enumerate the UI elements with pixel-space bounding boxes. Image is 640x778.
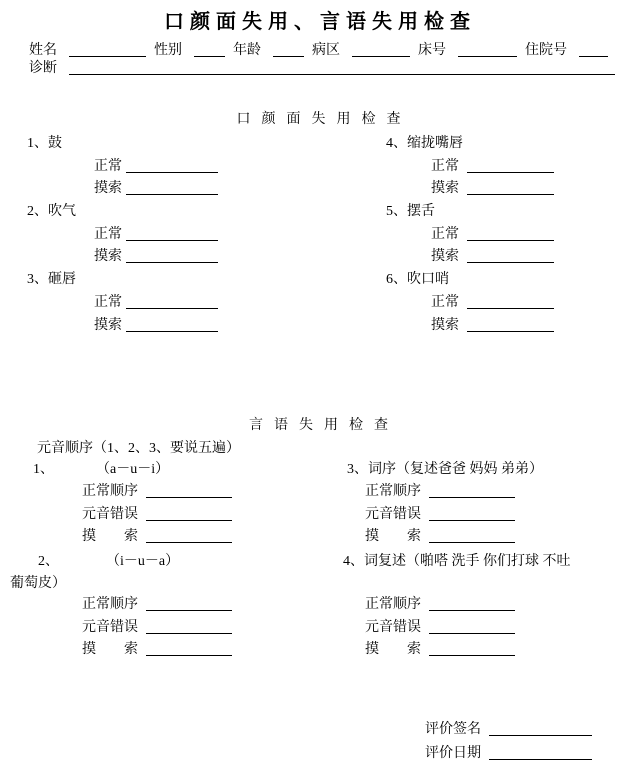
speech-item-3 (347, 459, 543, 482)
groping-row (365, 639, 515, 662)
vowel-error-label: 元音错误 (365, 619, 421, 635)
item-number: 4、 (386, 136, 407, 151)
normal-blank-line[interactable] (467, 294, 554, 309)
patient-info-row (29, 39, 608, 59)
evaluator-signature-blank-line[interactable] (489, 721, 592, 736)
normal-blank-line[interactable] (126, 294, 218, 309)
admission-number-field (525, 39, 608, 59)
vowel-error-blank-line[interactable] (146, 506, 232, 521)
evaluation-date-row (425, 742, 592, 766)
item-name: 词序（复述爸爸 妈妈 弟弟） (368, 462, 543, 477)
facial-item-3-groping-row (27, 315, 218, 338)
vowel-error-label: 元音错误 (82, 619, 138, 635)
diagnosis-label: 诊断 (29, 61, 57, 76)
facial-item-4-normal-row (386, 156, 554, 179)
facial-item-2 (27, 201, 218, 224)
evaluation-date-label: 评价日期 (425, 746, 481, 761)
gender-label: 性别 (154, 43, 182, 58)
evaluator-signature-label: 评价签名 (425, 722, 481, 737)
groping-blank-line[interactable] (467, 317, 554, 332)
groping-blank-line[interactable] (429, 528, 515, 543)
age-blank-line[interactable] (273, 42, 304, 57)
facial-item-5 (386, 201, 554, 224)
facial-section-header: 口颜面失用检查 (236, 112, 412, 127)
facial-item-6 (386, 269, 554, 292)
groping-label: 摸 索 (365, 529, 421, 545)
groping-label: 摸 索 (82, 529, 138, 545)
bed-field (418, 39, 525, 59)
speech-item-1 (33, 459, 169, 482)
facial-item-6-normal-row (386, 292, 554, 315)
vowel-error-label: 元音错误 (365, 506, 421, 522)
groping-label: 摸 索 (82, 642, 138, 658)
item-number: 2、 (38, 554, 59, 569)
item-number: 5、 (386, 204, 407, 220)
facial-item-1 (27, 133, 218, 156)
normal-order-row (365, 481, 515, 504)
normal-order-blank-line[interactable] (146, 483, 232, 498)
item-number: 3、 (27, 272, 48, 288)
normal-label: 正常 (431, 226, 459, 242)
vowel-error-row (82, 617, 232, 640)
item-number: 2、 (27, 204, 48, 220)
item-name: 缩拢嘴唇 (407, 136, 463, 151)
evaluation-footer (425, 718, 592, 766)
bed-blank-line[interactable] (458, 42, 517, 57)
normal-order-label: 正常顺序 (82, 484, 138, 499)
facial-item-6-groping-row (386, 315, 554, 338)
evaluator-signature-row (425, 718, 592, 742)
groping-blank-line[interactable] (467, 180, 554, 195)
normal-order-label: 正常顺序 (82, 597, 138, 612)
groping-label: 摸索 (94, 181, 122, 197)
item-name: （a－u－i） (103, 462, 170, 477)
normal-label: 正常 (94, 226, 122, 242)
normal-label: 正常 (431, 294, 459, 310)
groping-row (82, 526, 232, 549)
item-name: 词复述（啪嗒 洗手 你们打球 不吐 (364, 554, 571, 569)
normal-order-blank-line[interactable] (429, 596, 515, 611)
age-label: 年龄 (233, 43, 261, 58)
item-name: 砸唇 (48, 272, 76, 288)
speech-section-header: 言语失用检查 (249, 418, 399, 433)
facial-item-1-normal-row (27, 156, 218, 179)
facial-item-4-groping-row (386, 178, 554, 201)
normal-order-row (365, 594, 515, 617)
gender-field (154, 39, 233, 59)
diagnosis-row (29, 57, 615, 77)
item-name: 鼓 (48, 136, 62, 151)
facial-right-column (386, 133, 554, 337)
name-field (29, 39, 154, 59)
facial-item-4 (386, 133, 554, 156)
ward-blank-line[interactable] (352, 42, 410, 57)
name-label: 姓名 (29, 43, 57, 58)
item-number: 6、 (386, 272, 407, 288)
normal-label: 正常 (94, 294, 122, 310)
normal-order-label: 正常顺序 (365, 597, 421, 612)
normal-order-row (82, 481, 232, 504)
age-field (233, 39, 312, 59)
speech-item-4 (343, 551, 571, 574)
groping-blank-line[interactable] (146, 641, 232, 656)
speech-item-4-wrapped-text: 葡萄皮） (10, 576, 66, 591)
groping-blank-line[interactable] (126, 248, 218, 263)
normal-label: 正常 (431, 158, 459, 174)
item-name: 吹口哨 (407, 272, 449, 288)
normal-blank-line[interactable] (467, 158, 554, 173)
vowel-error-blank-line[interactable] (146, 619, 232, 634)
groping-label: 摸索 (431, 317, 459, 333)
speech-item-1-scores (82, 481, 232, 549)
normal-blank-line[interactable] (126, 158, 218, 173)
evaluation-date-blank-line[interactable] (489, 745, 592, 760)
bed-label: 床号 (418, 43, 446, 58)
groping-row (82, 639, 232, 662)
vowel-error-blank-line[interactable] (429, 506, 515, 521)
vowel-error-row (365, 504, 515, 527)
item-name: 摆舌 (407, 204, 435, 220)
groping-label: 摸 索 (365, 642, 421, 658)
normal-order-label: 正常顺序 (365, 484, 421, 499)
vowel-error-row (365, 617, 515, 640)
facial-item-3 (27, 269, 218, 292)
ward-label: 病区 (312, 43, 340, 58)
speech-item-4-scores (365, 594, 515, 662)
groping-blank-line[interactable] (429, 641, 515, 656)
facial-left-column (27, 133, 218, 337)
ward-field (312, 39, 418, 59)
groping-blank-line[interactable] (126, 180, 218, 195)
groping-label: 摸索 (94, 249, 122, 265)
facial-item-3-normal-row (27, 292, 218, 315)
item-number: 4、 (343, 554, 364, 569)
normal-order-blank-line[interactable] (146, 596, 232, 611)
facial-item-2-groping-row (27, 246, 218, 269)
item-number: 1、 (27, 136, 48, 151)
vowel-error-row (82, 504, 232, 527)
vowel-error-label: 元音错误 (82, 506, 138, 522)
facial-item-2-normal-row (27, 224, 218, 247)
admission-number-blank-line[interactable] (579, 42, 608, 57)
vowel-error-blank-line[interactable] (429, 619, 515, 634)
groping-blank-line[interactable] (126, 317, 218, 332)
facial-item-5-normal-row (386, 224, 554, 247)
item-number: 1、 (33, 462, 54, 477)
normal-blank-line[interactable] (467, 226, 554, 241)
facial-item-5-groping-row (386, 246, 554, 269)
speech-item-2-scores (82, 594, 232, 662)
groping-blank-line[interactable] (146, 528, 232, 543)
groping-blank-line[interactable] (467, 248, 554, 263)
groping-label: 摸索 (94, 317, 122, 333)
page-title: 口颜面失用、言语失用检查 (164, 11, 476, 33)
item-name: 吹气 (48, 204, 76, 220)
normal-order-blank-line[interactable] (429, 483, 515, 498)
groping-label: 摸索 (431, 249, 459, 265)
diagnosis-blank-line[interactable] (69, 60, 615, 75)
normal-label: 正常 (94, 158, 122, 174)
speech-item-2 (38, 551, 179, 574)
admission-number-label: 住院号 (525, 43, 567, 58)
item-name: （i－u－a） (113, 554, 180, 569)
gender-blank-line[interactable] (194, 42, 225, 57)
speech-item-3-scores (365, 481, 515, 549)
groping-row (365, 526, 515, 549)
name-blank-line[interactable] (69, 42, 146, 57)
speech-instruction: 元音顺序（1、2、3、要说五遍） (37, 441, 240, 456)
normal-order-row (82, 594, 232, 617)
facial-item-1-groping-row (27, 178, 218, 201)
normal-blank-line[interactable] (126, 226, 218, 241)
item-number: 3、 (347, 462, 368, 477)
groping-label: 摸索 (431, 181, 459, 197)
